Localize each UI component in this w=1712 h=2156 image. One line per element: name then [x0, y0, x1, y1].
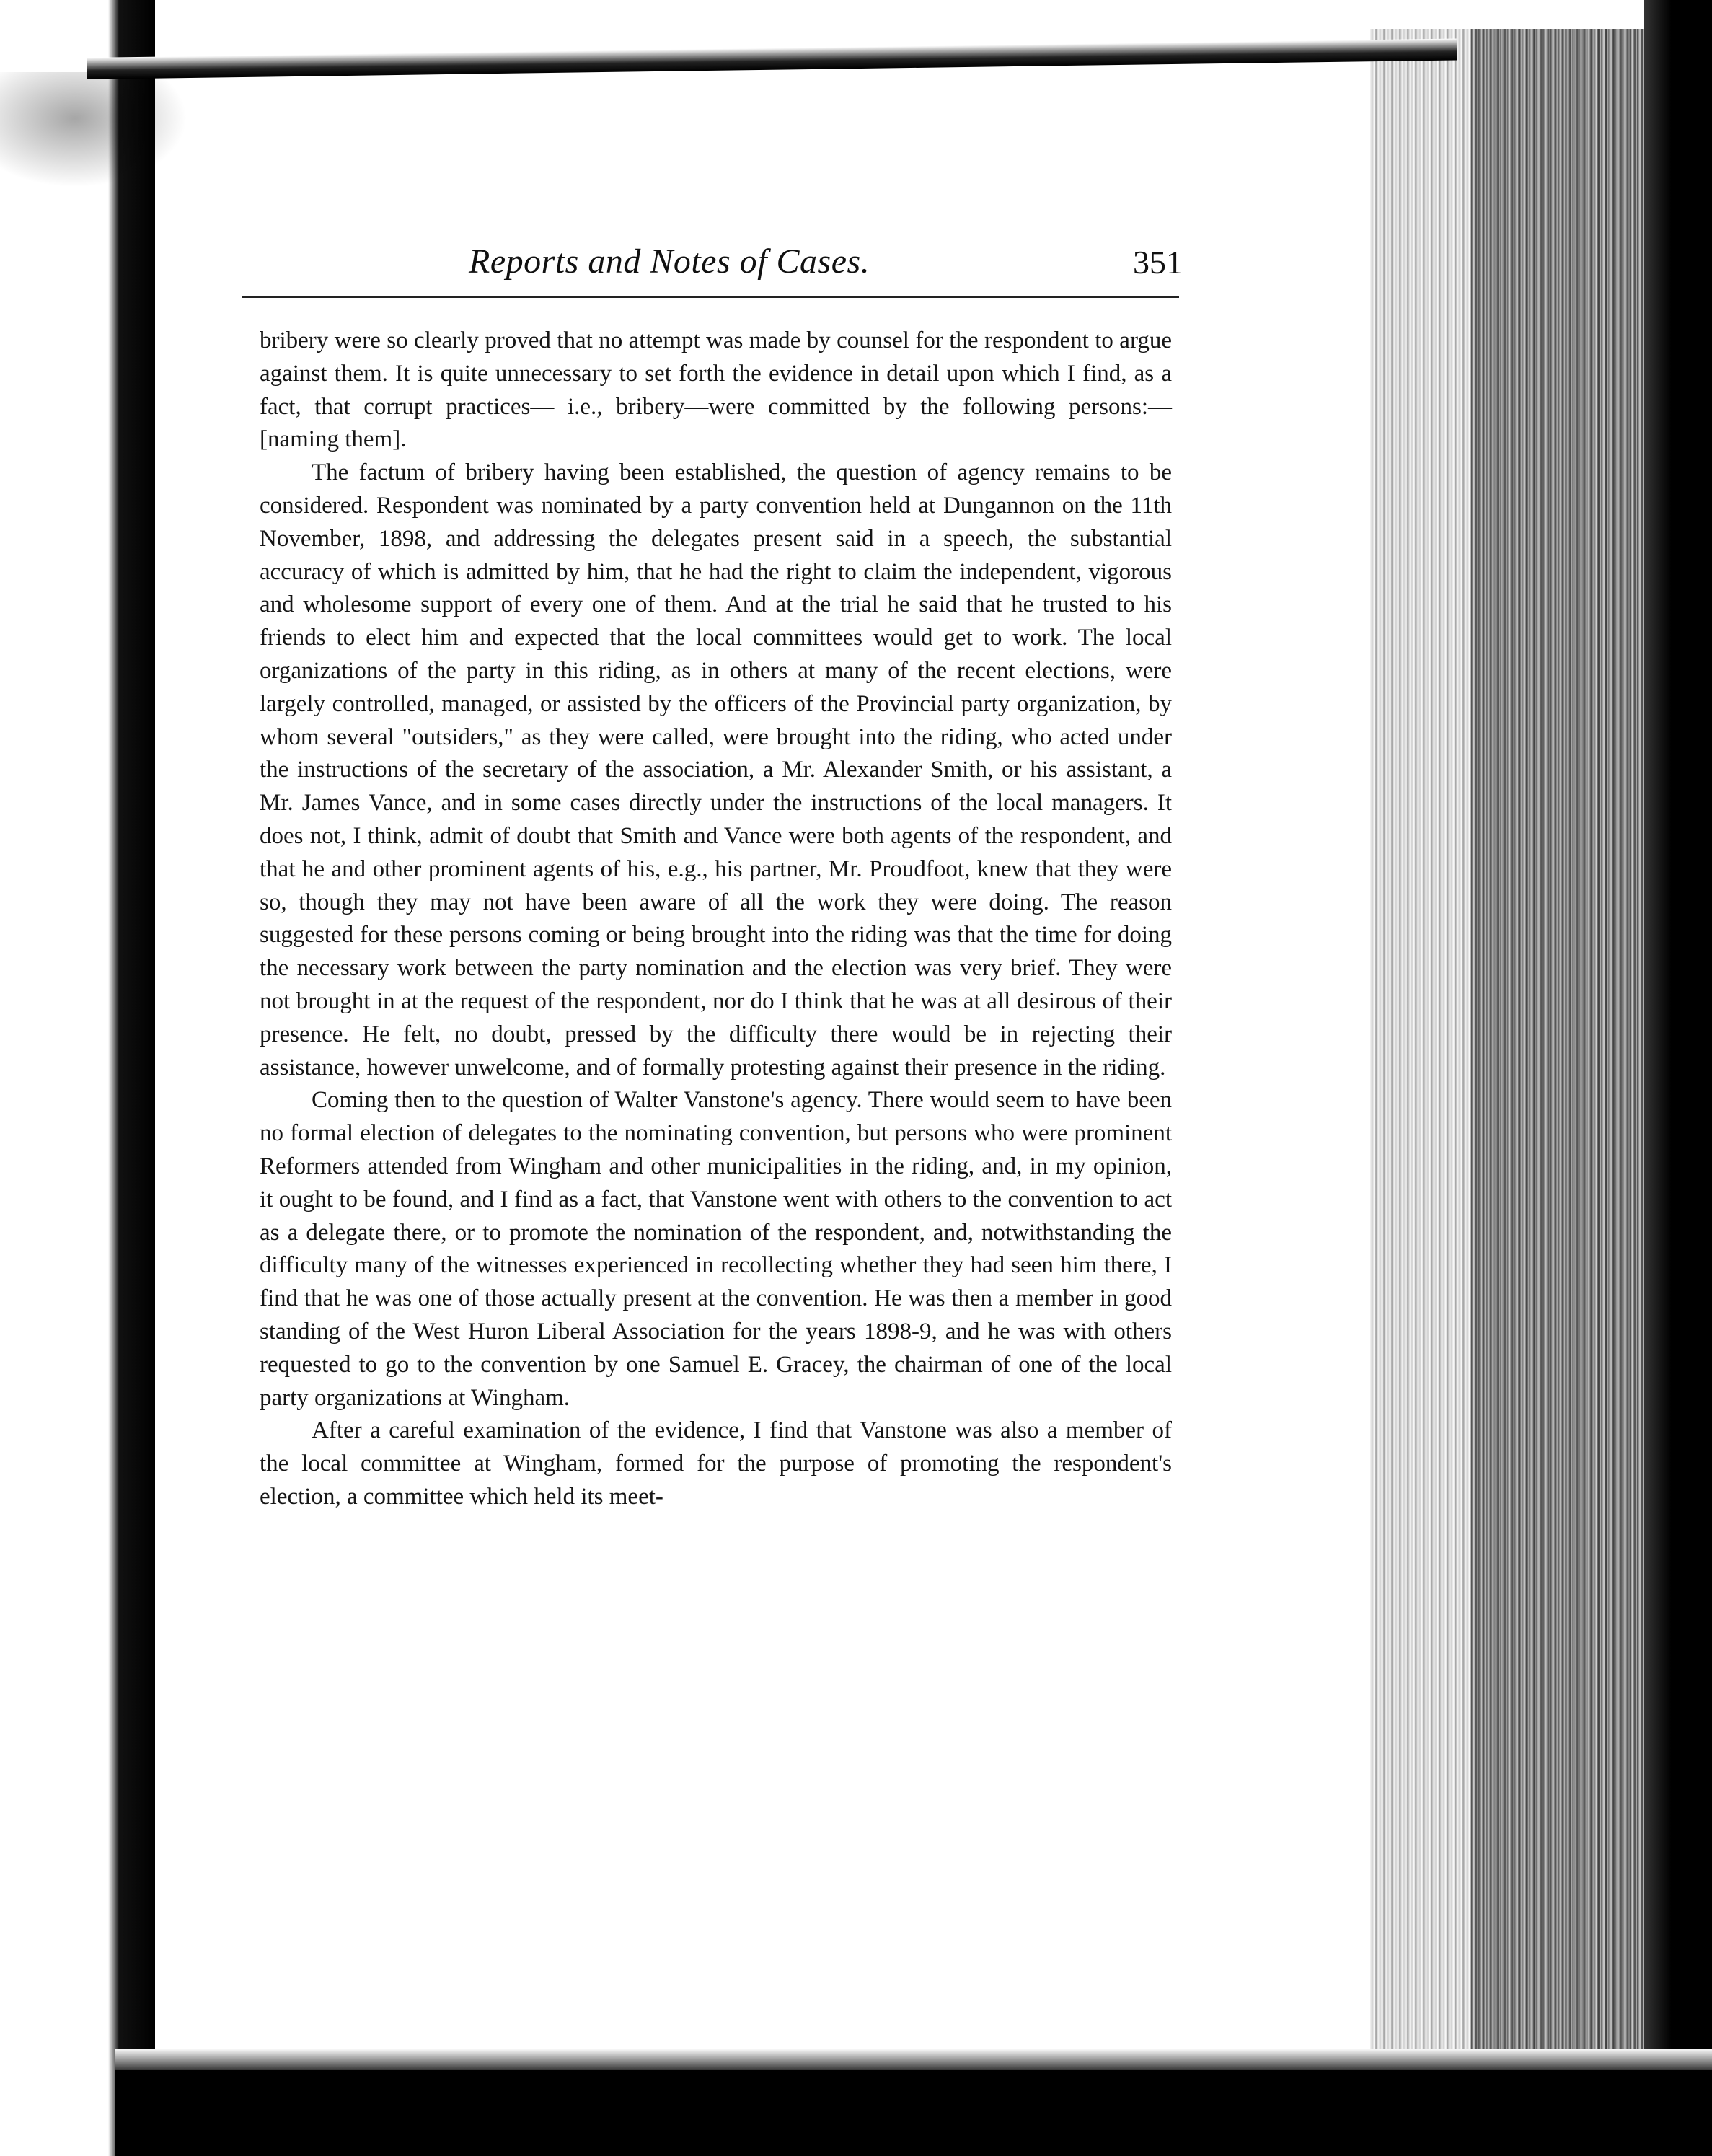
page-header [260, 242, 1183, 292]
paragraph: bribery were so clearly proved that no attempt was made by counsel for the respondent to argue against them. It is quite unnecessary to set forth the evidence in detail upon which I find, as a fact, that corrupt practices— i.e., bribery—were committed by the following persons:—[naming them]. [260, 327, 1172, 453]
binding-shadow-top [87, 38, 1457, 79]
scan-smudge [0, 72, 187, 188]
binding-shadow-left [0, 0, 155, 2156]
paragraph: Coming then to the question of Walter Vanstone's agency. There would seem to have been no formal election of delegates to the nominating convention, but persons who were prominent Reformers attended from Wingham and other municipalities in the riding, and, in my opinion, it ought to be found, and I find as a fact, that Vanstone went with others to the convention to act as a delegate there, or to promote the nomination of the respondent, and, notwithstanding the difficulty many of the witnesses experienced in recollecting whether they had seen him there, I find that he was one of those actually present at the convention. He was then a member in good standing of the West Huron Liberal Association for the years 1898-9, and he was with others requested to go to the convention by one Samuel E. Gracey, the chairman of one of the local party organizations at Wingham. [260, 1087, 1172, 1411]
running-title: Reports and Notes of Cases. [469, 242, 870, 281]
page-edges-shadow [1471, 29, 1644, 2121]
paragraph: After a careful examination of the evidence, I find that Vanstone was also a member of the local committee at Wingham, formed for the purpose of promoting the respondent's election, a committee which held its meet- [260, 1417, 1172, 1510]
page-number: 351 [1133, 244, 1183, 281]
binding-shadow-bottom [115, 2070, 1712, 2156]
book-edge-shadow-right [1644, 0, 1712, 2156]
paragraph: The factum of bribery having been established, the question of agency remains to be considered. Respondent was nominated by a party convention held at Dungannon on the 11th November, 1898, and addressing the delegates present said in a speech, the substantial accuracy of which is admitted by him, that he had the right to claim the independent, vigorous and wholesome support of every one of them. And at the trial he said that he trusted to his friends to elect him and expected that the local committees would get to work. The local organizations of the party in this riding, as in others at many of the recent elections, were largely controlled, managed, or assisted by the officers of the Provincial party organization, by whom several "outsiders," as they were called, were brought into the riding, who acted under the instructions of the secretary of the association, a Mr. Alexander Smith, or his assistant, a Mr. James Vance, and in some cases directly under the instructions of the local managers. It does not, I think, admit of doubt that Smith and Vance were both agents of the respondent, and that he and other prominent agents of his, e.g., his partner, Mr. Proudfoot, knew that they were so, though they may not have been aware of all the work they were doing. The reason suggested for these persons coming or being brought into the riding was that the time for doing the necessary work between the party nomination and the election was very brief. They were not brought in at the request of the respondent, nor do I think that he was at all desirous of their presence. He felt, no doubt, pressed by the difficulty there would be in rejecting their assistance, however unwelcome, and of formally protesting against their presence in the riding. [260, 459, 1172, 1081]
header-rule [242, 296, 1179, 298]
page-body [260, 325, 1172, 1514]
